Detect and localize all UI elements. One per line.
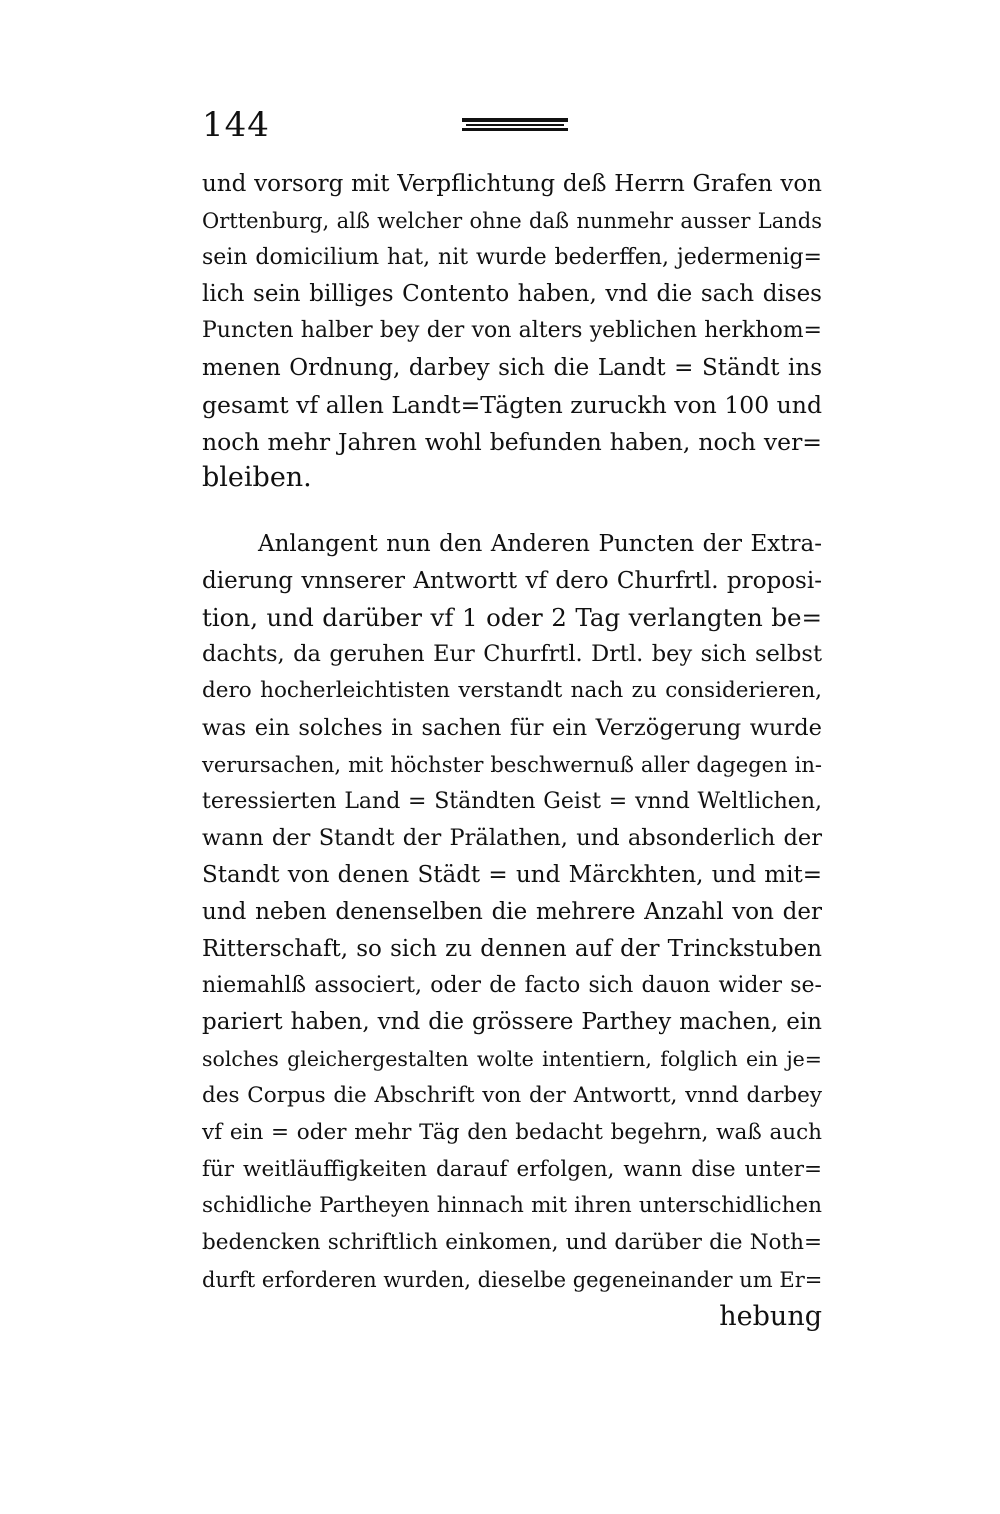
- text-line: und vorsorg mit Verpflichtung deß Herrn Grafen von: [202, 171, 822, 197]
- text-line: gesamt vf allen Landt=Tägten zuruckh von 100 und: [202, 390, 822, 419]
- paragraph-2: [202, 526, 822, 1336]
- text-line: bedencken schriftlich einkomen, und darüber die Noth=: [202, 1230, 822, 1256]
- text-line: sein domicilium hat, nit wurde bederffen, jedermenig=: [202, 244, 822, 270]
- text-line: durft erforderen wurden, dieselbe gegeneinander um Er=: [202, 1267, 823, 1292]
- text-line: verursachen, mit höchster beschwernuß aller dagegen in-: [202, 752, 822, 777]
- text-line: niemahlß associert, oder de facto sich dauon wider se-: [202, 972, 822, 998]
- text-line: dachts, da geruhen Eur Churfrtl. Drtl. bey sich selbst: [202, 641, 822, 668]
- text-line: Ritterschaft, so sich zu dennen auf der Trinckstuben: [202, 935, 822, 962]
- text-line: teressierten Land = Ständten Geist = vnnd Weltlichen,: [202, 788, 822, 814]
- header-ornament-rule: [462, 118, 568, 130]
- text-line: Puncten halber bey der von alters yeblichen herkhom=: [202, 318, 822, 344]
- text-line: was ein solches in sachen für ein Verzögerung wurde: [202, 714, 822, 741]
- text-line: für weitläuffigkeiten darauf erfolgen, wann dise unter=: [202, 1156, 822, 1182]
- page-number: 144: [202, 105, 270, 145]
- text-line: wann der Standt der Prälathen, und absonderlich der: [202, 825, 822, 852]
- text-line: Standt von denen Städt = und Märckhten, und mit=: [202, 862, 822, 889]
- text-line: tion, und darüber vf 1 oder 2 Tag verlangten be=: [202, 602, 822, 632]
- text-line: pariert haben, vnd die grössere Parthey machen, ein: [202, 1009, 822, 1036]
- catchword: hebung: [719, 1300, 822, 1332]
- text-line: und neben denenselben die mehrere Anzahl von der: [202, 898, 822, 925]
- ornament-bar-top: [462, 118, 568, 122]
- ornament-bar-bottom: [462, 128, 568, 131]
- text-line: dero hocherleichtisten verstandt nach zu considerieren,: [202, 678, 822, 704]
- text-line: schidliche Partheyen hinnach mit ihren unterschidlichen: [202, 1193, 822, 1219]
- text-line: dierung vnnserer Antwortt vf dero Churfrtl. proposi-: [202, 567, 822, 594]
- text-line: menen Ordnung, darbey sich die Landt = Ständt ins: [202, 354, 822, 381]
- paragraph-1: [202, 166, 822, 497]
- text-line: Orttenburg, alß welcher ohne daß nunmehr ausser Lands: [202, 208, 822, 233]
- text-line: bleiben.: [202, 462, 312, 494]
- text-line: noch mehr Jahren wohl befunden haben, noch ver=: [202, 427, 822, 456]
- text-line: lich sein billiges Contento haben, vnd die sach dises: [202, 281, 822, 308]
- ornament-bar-middle: [466, 124, 564, 126]
- text-line: vf ein = oder mehr Täg den bedacht begehrn, waß auch: [202, 1119, 822, 1145]
- text-line: solches gleichergestalten wolte intentiern, folglich ein je=: [202, 1047, 822, 1072]
- text-line: des Corpus die Abschrift von der Antwortt, vnnd darbey: [202, 1082, 822, 1108]
- text-line: Anlangent nun den Anderen Puncten der Extra-: [258, 531, 822, 557]
